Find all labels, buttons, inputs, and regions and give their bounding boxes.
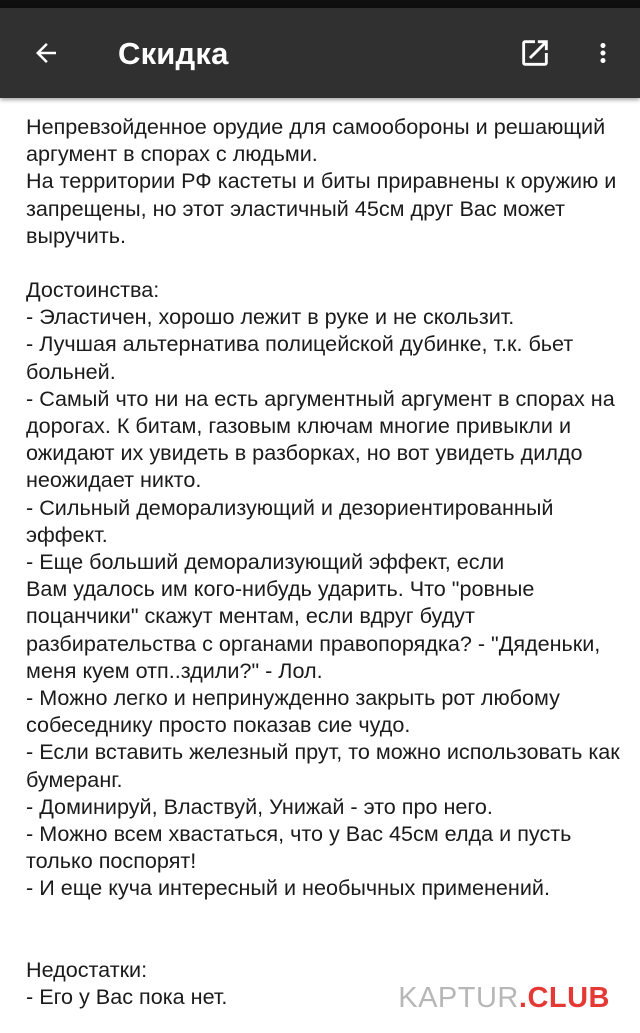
pros-item: - Можно легко и непринужденно закрыть рот любому собеседнику просто показав сие чудо. xyxy=(26,685,560,738)
app-bar xyxy=(0,8,640,98)
pros-heading: Достоинства: xyxy=(26,277,160,303)
open-in-new-button[interactable] xyxy=(503,8,567,98)
watermark-text-club: .CLUB xyxy=(518,982,610,1014)
pros-item: - Сильный деморализующий и дезориентированный эффект. xyxy=(26,494,554,547)
open-in-new-icon xyxy=(518,36,552,70)
spacer xyxy=(26,902,626,956)
pros-item: - Еще больший деморализующий эффект, если Вам удалось им кого-нибудь ударить. Что "ровные поцанчики" скажут ментам, если вдруг будут разбирательства с органами правопорядка? - "Дяденьки, меня куем отп..здили?" - Лол. xyxy=(26,549,601,683)
spacer xyxy=(26,249,626,276)
cons-heading: Недостатки: xyxy=(26,956,148,982)
description-text xyxy=(26,113,626,1010)
arrow-back-icon xyxy=(31,38,61,68)
status-bar xyxy=(0,0,640,8)
page-title: Скидка xyxy=(118,36,229,71)
pros-item: - Можно всем хвастаться, что у Вас 45см елда и пусть только поспорят! xyxy=(26,821,572,874)
back-button[interactable] xyxy=(14,8,78,98)
pros-item: - Если вставить железный прут, то можно использовать как бумеранг. xyxy=(26,739,620,792)
watermark-text-kaptur: KAPTUR xyxy=(398,982,519,1014)
more-options-button[interactable] xyxy=(572,8,634,98)
more-vert-icon xyxy=(588,38,618,68)
cons-item: - Его у Вас пока нет. xyxy=(26,983,228,1009)
pros-item: - И еще куча интересный и необычных применений. xyxy=(26,875,550,901)
pros-item: - Доминируй, Властвуй, Унижай - это про него. xyxy=(26,793,493,819)
intro-paragraph: Непревзойденное орудие для самообороны и решающий аргумент в спорах с людьми. На территории РФ кастеты и биты приравнены к оружию и запрещены, но этот эластичный 45см друг Вас может выручить. xyxy=(26,114,617,248)
watermark-logo xyxy=(398,983,610,1013)
pros-item: - Эластичен, хорошо лежит в руке и не скользит. xyxy=(26,304,515,330)
pros-item: - Лучшая альтернатива полицейской дубинке, т.к. бьет больней. xyxy=(26,331,574,384)
pros-item: - Самый что ни на есть аргументный аргумент в спорах на дорогах. К битам, газовым ключам многие привыкли и ожидают их увидеть в разборках, но вот увидеть дилдо неожидает никто. xyxy=(26,385,615,493)
